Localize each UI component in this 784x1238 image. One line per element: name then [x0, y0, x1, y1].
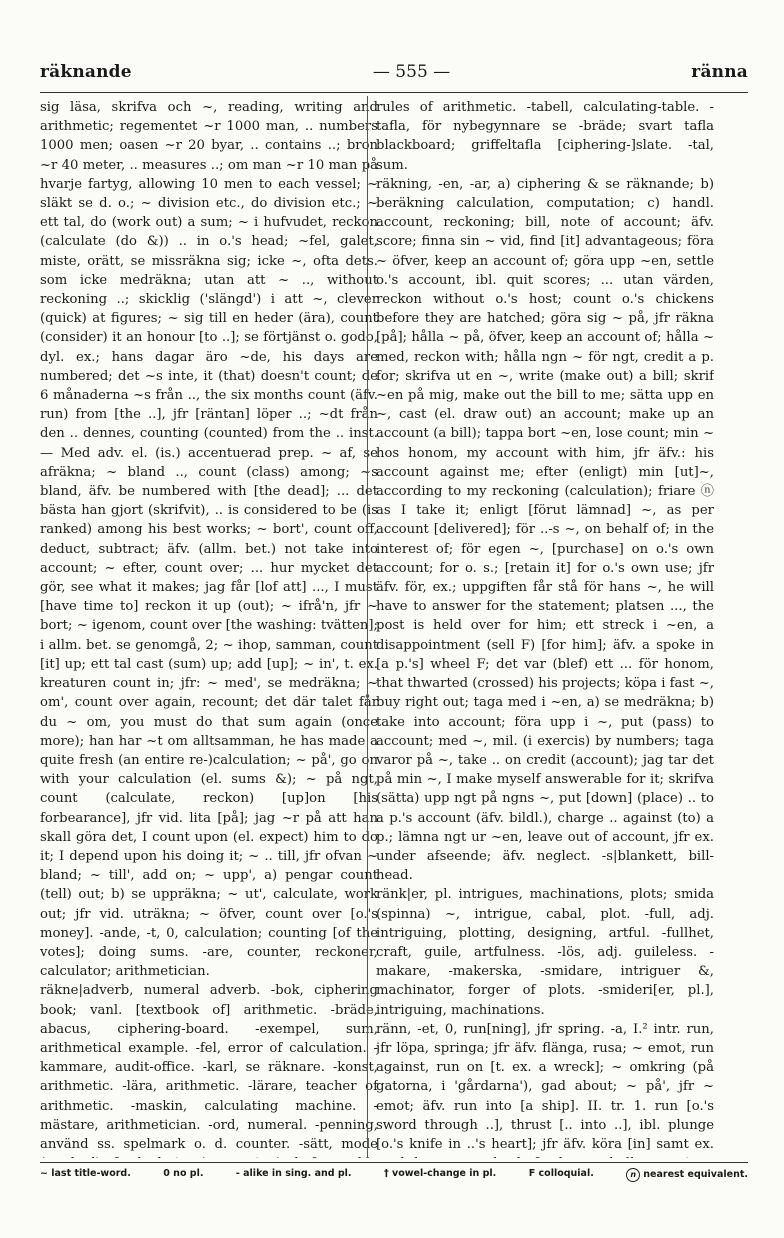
legend-dagger: † vowel-change in pl. — [383, 1168, 497, 1179]
entry-rakne-continued: rules of arithmetic. -tabell, calculating-table. -tafla, för nybegynnare se -bräde; svart tafla blackboard; griffeltafla [ciphering-]slate. -tal, sum. — [376, 100, 714, 173]
entry-rakne-compounds: räkne|adverb, numeral adverb. -bok, ciphering book; vanl. [textbook of] arithmetic. -bräde, abacus, ciphering-board. -exempel, sum, arithmetical example. -fel, error of calculation. -kammare, audit-office. -karl, se räknare. -konst, arithmetic. -lära, arithmetic. -lärare, teacher of arithmetic. -maskin, calculating machine. -mästare, arithmetician. -ord, numeral. -penning, använd ss. spelmark o. d. counter. -sätt, mode — [40, 983, 378, 1152]
entry-rakna-continued: sig läsa, skrifva och ~, reading, writing and arithmetic; regementet ~r 1000 man, .. numbers 1000 men; oasen ~r 20 byar, .. contains ..; bron ~r 40 meter, .. measures ..; om man ~r 10 man på hvarje fartyg, allowing 10 men to each vessel; ~ släkt se d. o.; ~ division etc., do division etc.; ~ ett tal, do (work out) a sum; ~ i hufvudet, reckon (calculate (do &)) .. in o.'s head; ~fel, galet, miste, orätt, se missräkna sig; icke ~, ofta dets. som icke medräkna; utan att ~ .., without reckoning ..; skicklig ('slängd') i att ~, clever (quick) at figures; ~ sig till en heder (ära), count (consider) it an honour [to ..]; se förtjänst o. godo, dyl. ex.; hans dagar äro ~de, his days are numbered; det ~s inte, it (that) doesn't count; de 6 månaderna ~s från .., the six months count (äfv. run) from [the ..], jfr [räntan] löper ..; ~dt från den .. dennes, counting (counted) from the .. inst. — Med adv. el. (is.) accentuerad prep. ~ af, se afräkna; ~ bland .., count (class) among; ~s bland, äfv. be numbered with [the dead]; ... det bästa han gjort (skrifvit), .. is considered to be (is ranked) among his best works; ~ bort', count off, deduct, subtract; äfv. (allm. bet.) not take into account; ~ efter, count over; ... hur mycket det gör, see what it makes; jag får [lof att] ..., I must [have time to] reckon it up (out); ~ ifrå'n, jfr ~ bort; ~ igenom, count over [the washing: tvätten]; i allm. bet. se genomgå, 2; ~ ihop, samman, count [it] up; ett tal cast (sum) up; add [up]; ~ in', t. ex. kreaturen count in; jfr: ~ med', se medräkna; ~ om', count over again, recount; det där talet får du ~ om, you must do that sum again (once more); han har ~t om alltsamman, he has made a quite fresh (an entire re-)calculation; ~ på', go on with your calculation (el. sums &); ~ på ngt, count (calculate, reckon) [up]on [his forbearance], jfr vid. lita [på]; jag ~r på att han skall göra det, I count upon (el. expect) him to do it; I depend upon his doing it; ~ .. till, jfr ofvan ~ bland; ~ till', add on; ~ upp', a) pengar count (tell) out; b) se uppräkna; ~ ut', calculate, work out; jfr vid. uträkna; ~ öfver, count over [o.'s money]. -ande, -t, 0, calculation; counting [of the votes]; doing sums. -are, counter, reckoner, calculator; arithmetician. — [40, 100, 378, 980]
left-column — [40, 98, 378, 1158]
header-rule — [40, 92, 748, 93]
column-divider — [367, 96, 368, 1158]
entry-rakning: räkning, -en, -ar, a) ciphering & se räknande; b) beräkning calculation, computation; c) handl. account, reckoning; bill, note of account; äfv. score; finna sin ~ vid, find [it] advantageous; föra ~ öfver, keep an account of; göra upp ~en, settle o.'s account, ibl. quit scores; ... utan värden, reckon without o.'s host; count o.'s chickens before they are hatched; göra sig ~ på, jfr räkna [på]; hålla ~ på, öfver, keep an account of; hålla ~ med, reckon with; hålla ngn ~ för ngt, credit a p. for; skrifva ut en ~, write (make out) a bill; skrif ~en på mig, make out the bill to me; sätta upp en ~, cast (el. draw out) an account; make up an account (a bill); tappa bort ~en, lose count; min ~ hos honom, my account with him, jfr äfv.: his account against me; efter (enligt) min [ut]~, according to my reckoning (calculation); friare ⓝ as I take it; enligt [förut lämnad] ~, as per account [delivered]; för ..-s ~, on behalf of; in the interest of; för egen ~, [purchase] on o.'s own account; for o. s.; [retain it] for o.'s own use; jfr äfv. för, ex.; uppgiften får stå för hans ~, he will have to answer for the statement; platsen ..., the post is held over for him; ett streck i ~en, a disappointment (sell F) [for him]; äfv. a spoke in [a p.'s] wheel F; det var (blef) ett ... för honom, that thwarted (crossed) his projects; köpa i fast ~, buy right out; taga med i ~en, a) se medräkna; b) take into account; föra upp i ~, put (pass) to account; med ~, mil. (i exercis) by numbers; taga varor på ~, take .. on credit (account); jag tar det på min ~, I make myself answerable for it; skrifva (sätta) upp ngt på ngns ~, put [down] (place) .. to a p.'s account (äfv. bildl.), charge .. against (to) a p.; lämna ngt ur ~en, leave out of account, jfr ex. under afseende; äfv. neglect. -s|blankett, bill-head. — [376, 176, 714, 884]
legend-nearest-equivalent — [626, 1168, 748, 1182]
page-number: — 555 — — [372, 62, 451, 82]
page-header — [40, 62, 748, 90]
legend-nearest-text: nearest equivalent. — [643, 1169, 748, 1180]
right-running-headword: ränna — [691, 62, 748, 82]
abbreviation-legend — [40, 1168, 748, 1182]
legend-zero: 0 no pl. — [163, 1168, 204, 1179]
entry-rann: ränn, -et, 0, run[ning], jfr spring. -a, I.² intr. run, jfr löpa, springa; jfr äfv. flänga, rusa; ~ emot, run against, run on [t. ex. a wreck]; ~ omkring (på gatorna, i 'gårdarna'), gad about; ~ på', jfr ~ emot; äfv. run into [a ship]. II. tr. 1. run [o.'s sword through ..], thrust [.. into ..], ibl. plunge [o.'s knife in ..'s heart]; jfr äfv. köra [in] samt ex. — [376, 1021, 714, 1152]
circled-n-icon: n — [626, 1168, 640, 1182]
entry-ranker: ränk|er, pl. intrigues, machinations, plots; smida (spinna) ~, intrigue, cabal, plot. -full, adj. intriguing, plotting, designing, artful. -fullhet, craft, guile, artfulness. -lös, adj. guileless. -makare, -makerska, -smidare, intriguer &, machinator, forger of plots. -smideri[er, pl.], intriguing, machinations. — [376, 887, 714, 1018]
footer-rule — [40, 1162, 748, 1163]
legend-dash: - alike in sing. and pl. — [235, 1168, 352, 1179]
legend-colloquial: F colloquial. — [528, 1168, 594, 1179]
right-column — [376, 98, 714, 1158]
legend-tilde: ~ last title-word. — [40, 1168, 131, 1179]
left-running-headword: räknande — [40, 62, 132, 82]
